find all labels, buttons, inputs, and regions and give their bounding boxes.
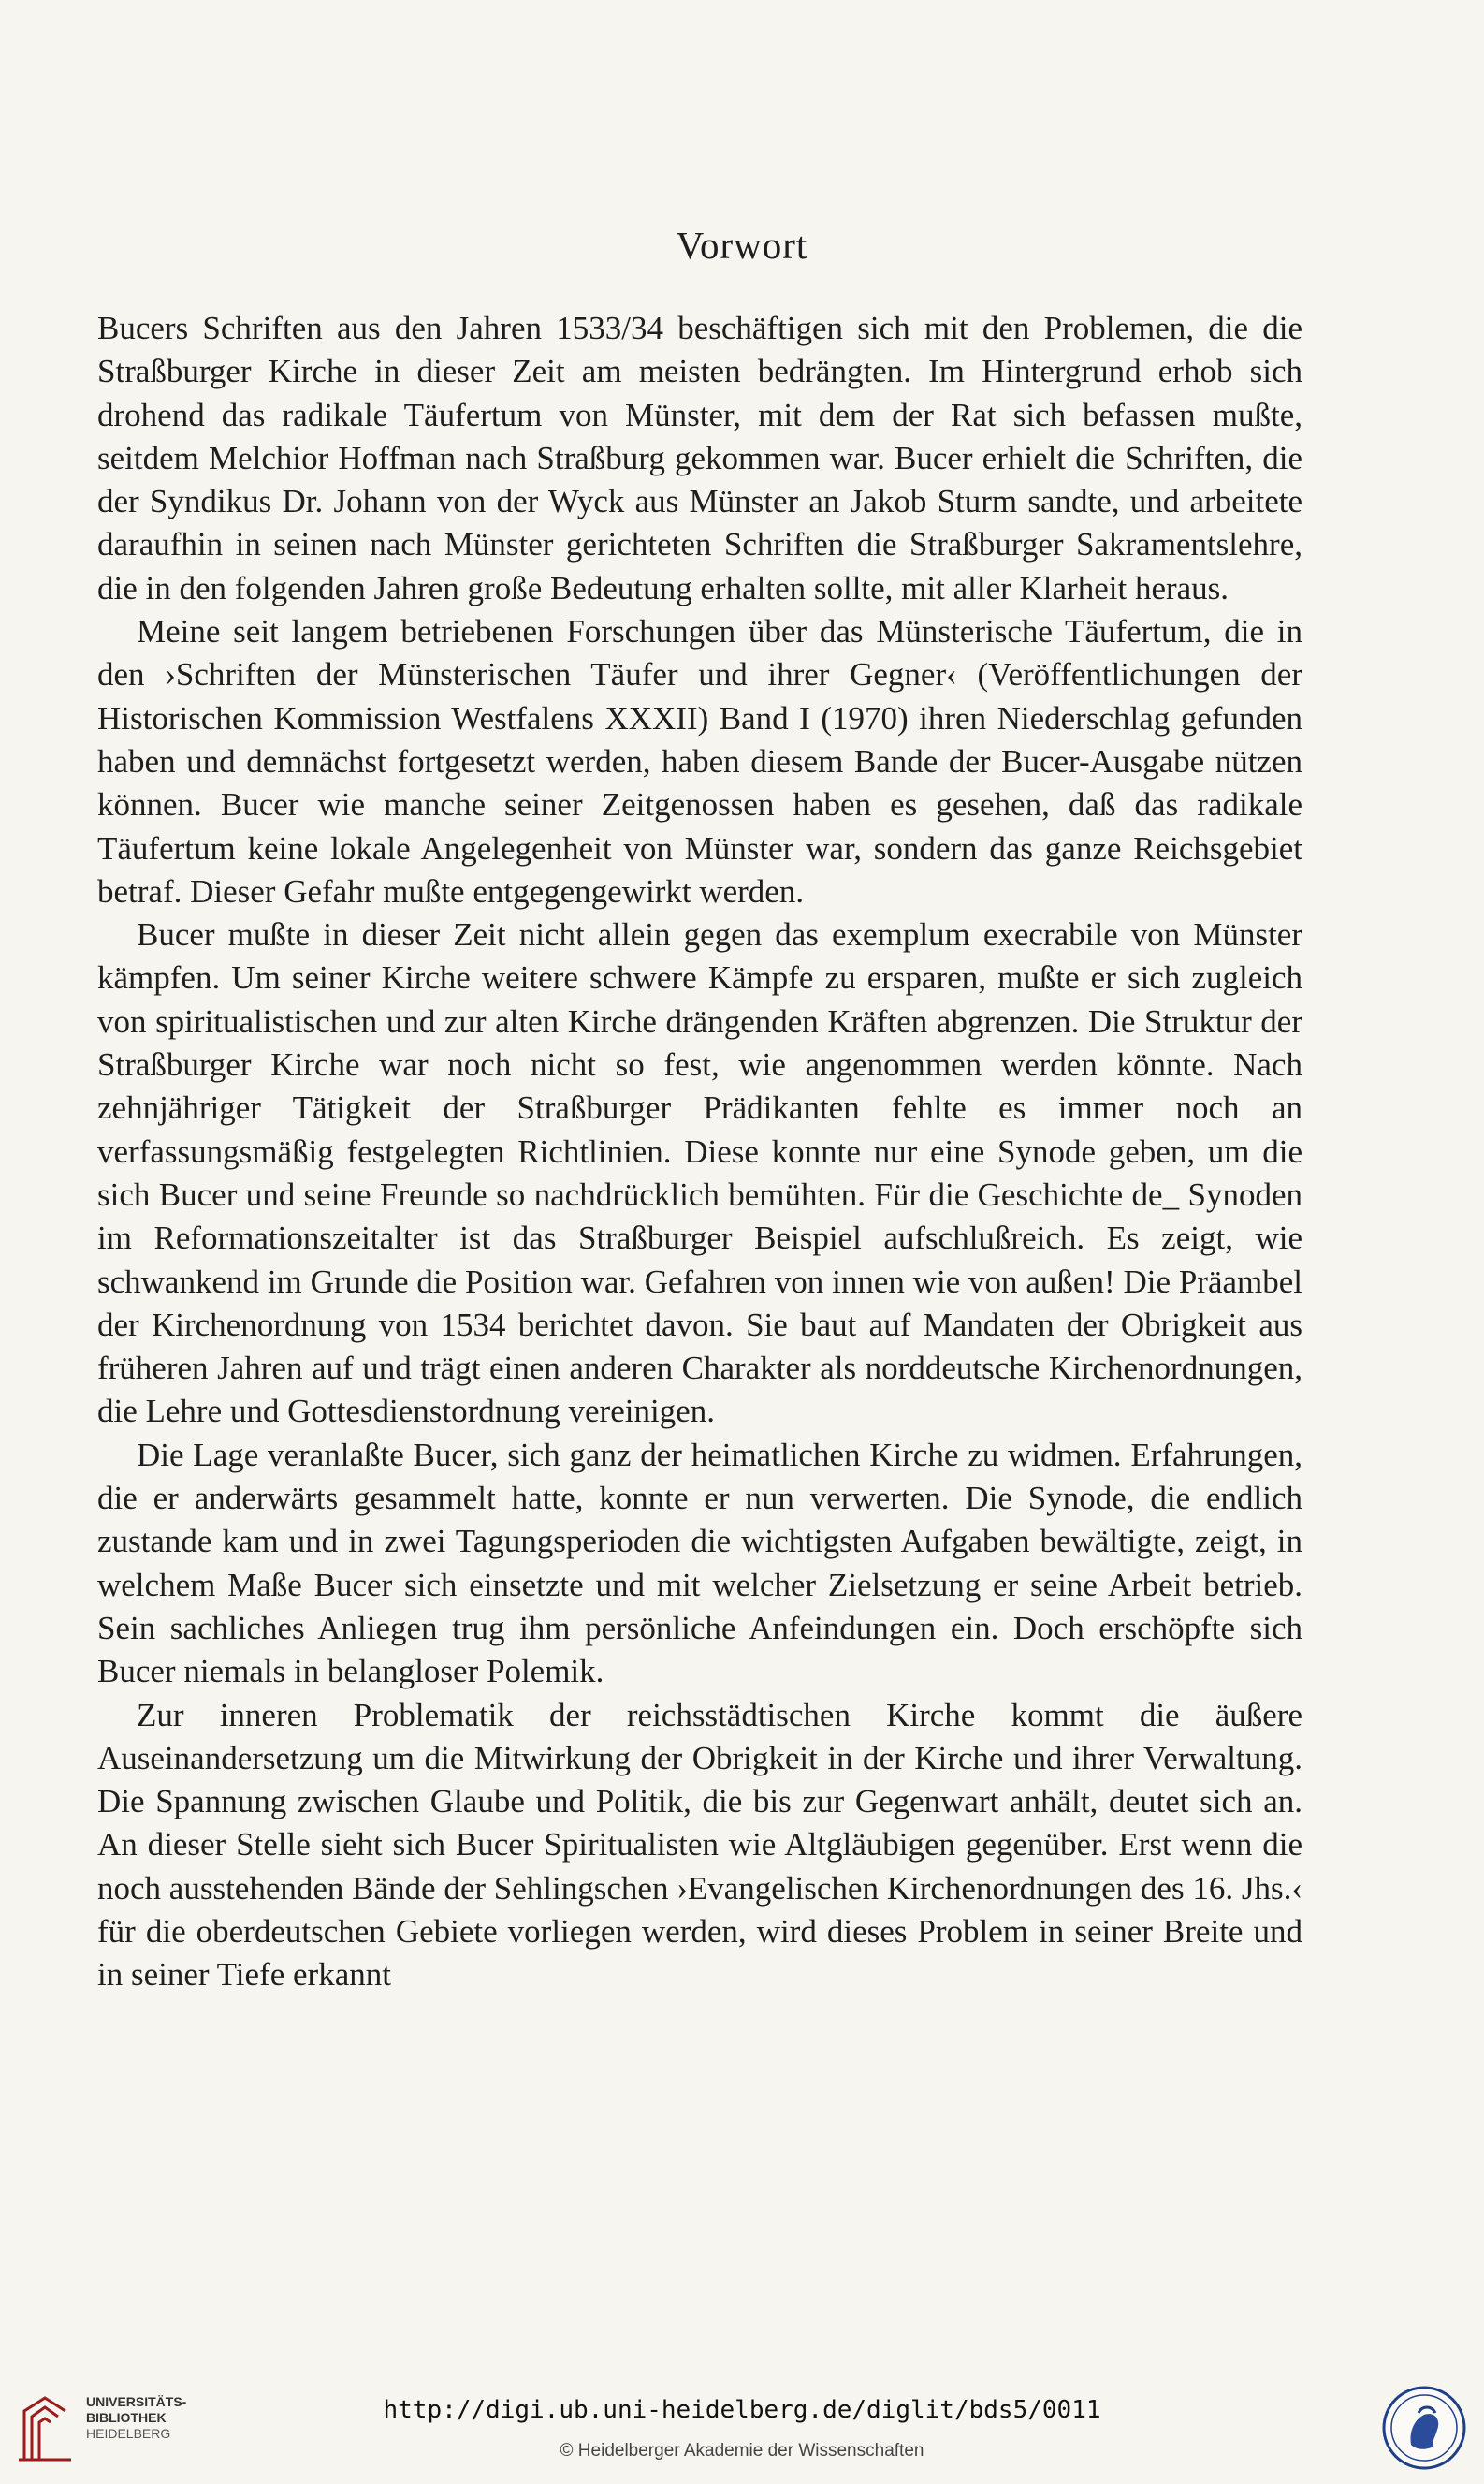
library-name-line: UNIVERSITÄTS- <box>86 2394 187 2409</box>
paragraph: Bucers Schriften aus den Jahren 1533/34 beschäftigen sich mit den Problemen, die die Straßburger Kirche in dieser Zeit am meisten bedrängten. Im Hintergrund erhob sich drohend das radikale Täufertum von Münster, mit dem der Rat sich befassen mußte, seitdem Melchior Hoffman nach Straßburg gekommen war. Bucer erhielt die Schriften, die der Syndikus Dr. Johann von der Wyck aus Münster an Jakob Sturm sandte, und arbeitete daraufhin in seinen nach Münster gerichteten Schriften die Straßburger Sakramentslehre, die in den folgenden Jahren große Bedeutung erhalten sollte, mit aller Klarheit heraus. <box>97 310 1302 606</box>
paragraph: Die Lage veranlaßte Bucer, sich ganz der heimatlichen Kirche zu widmen. Erfahrungen, die er anderwärts gesammelt hatte, konnte er nun verwerten. Die Synode, die endlich zustande kam und in zwei Tagungsperioden die wichtigsten Aufgaben bewältigte, zeigt, in welchem Maße Bucer sich einsetzte und mit welcher Zielsetzung er seine Arbeit betrieb. Sein sachliches Anliegen trug ihm persönliche Anfeindungen ein. Doch erschöpfte sich Bucer niemals in belangloser Polemik. <box>97 1436 1302 1690</box>
library-name-line: BIBLIOTHEK <box>86 2410 167 2425</box>
paragraph: Zur inneren Problematik der reichsstädtischen Kirche kommt die äußere Auseinandersetzung um die Mitwirkung der Obrigkeit in der Kirche und ihrer Verwaltung. Die Spannung zwischen Glaube und Politik, die bis zur Gegenwart anhält, deutet sich an. An dieser Stelle sieht sich Bucer Spiritualisten wie Altgläubigen gegenüber. Erst wenn die noch ausstehenden Bände der Sehlingschen ›Evangelischen Kirchenordnungen des 16. Jhs.‹ für die oberdeutschen Gebiete vorliegen werden, wird dieses Problem in seiner Breite und in seiner Tiefe erkannt <box>97 1696 1302 1994</box>
paragraph: Meine seit langem betriebenen Forschungen über das Münsterische Täufertum, die in den ›Schriften der Münsterischen Täufer und ihrer Gegner‹ (Veröffentlichungen der Historischen Kommission Westfalens XXXII) Band I (1970) ihren Niederschlag gefunden haben und demnächst fortgesetzt werden, haben diesem Bande der Bucer-Ausgabe nützen können. Bucer wie manche seiner Zeitgenossen haben es gesehen, daß das radikale Täufertum keine lokale Angelegenheit von Münster war, sondern das ganze Reichsgebiet betraf. Dieser Gefahr mußte entgegengewirkt werden. <box>97 613 1302 910</box>
copyright-notice: © Heidelberger Akademie der Wissenschaften <box>560 2441 924 2461</box>
library-name-line: HEIDELBERG <box>86 2426 171 2441</box>
footer <box>0 2377 1484 2484</box>
document-url-link[interactable]: http://digi.ub.uni-heidelberg.de/diglit/bds5/0011 <box>383 2396 1101 2424</box>
page-title: Vorwort <box>676 224 808 267</box>
paragraph: Bucer mußte in dieser Zeit nicht allein gegen das exemplum execrabile von Münster kämpfen. Um seiner Kirche weitere schwere Kämpfe zu ersparen, mußte er sich zugleich von spiritualistischen und zur alten Kirche drängenden Kräften abgrenzen. Die Struktur der Straßburger Kirche war noch nicht so fest, wie angenommen werden könnte. Nach zehnjähriger Tätigkeit der Straßburger Prädikanten fehlte es immer noch an verfassungsmäßig festgelegten Richtlinien. Diese konnte nur eine Synode geben, um die sich Bucer und seine Freunde so nachdrücklich bemühten. Für die Geschichte de_ Synoden im Reformationszeitalter ist das Straßburger Beispiel aufschlußreich. Es zeigt, wie schwankend im Grunde die Position war. Gefahren von innen wie von außen! Die Präambel der Kirchenordnung von 1534 berichtet davon. Sie baut auf Mandaten der Obrigkeit aus früheren Jahren auf und trägt einen anderen Charakter als norddeutsche Kirchenordnungen, die Lehre und Gottesdienstordnung vereinigen. <box>97 916 1302 1430</box>
body-text <box>97 307 1302 1997</box>
academy-seal-icon <box>1381 2385 1467 2471</box>
